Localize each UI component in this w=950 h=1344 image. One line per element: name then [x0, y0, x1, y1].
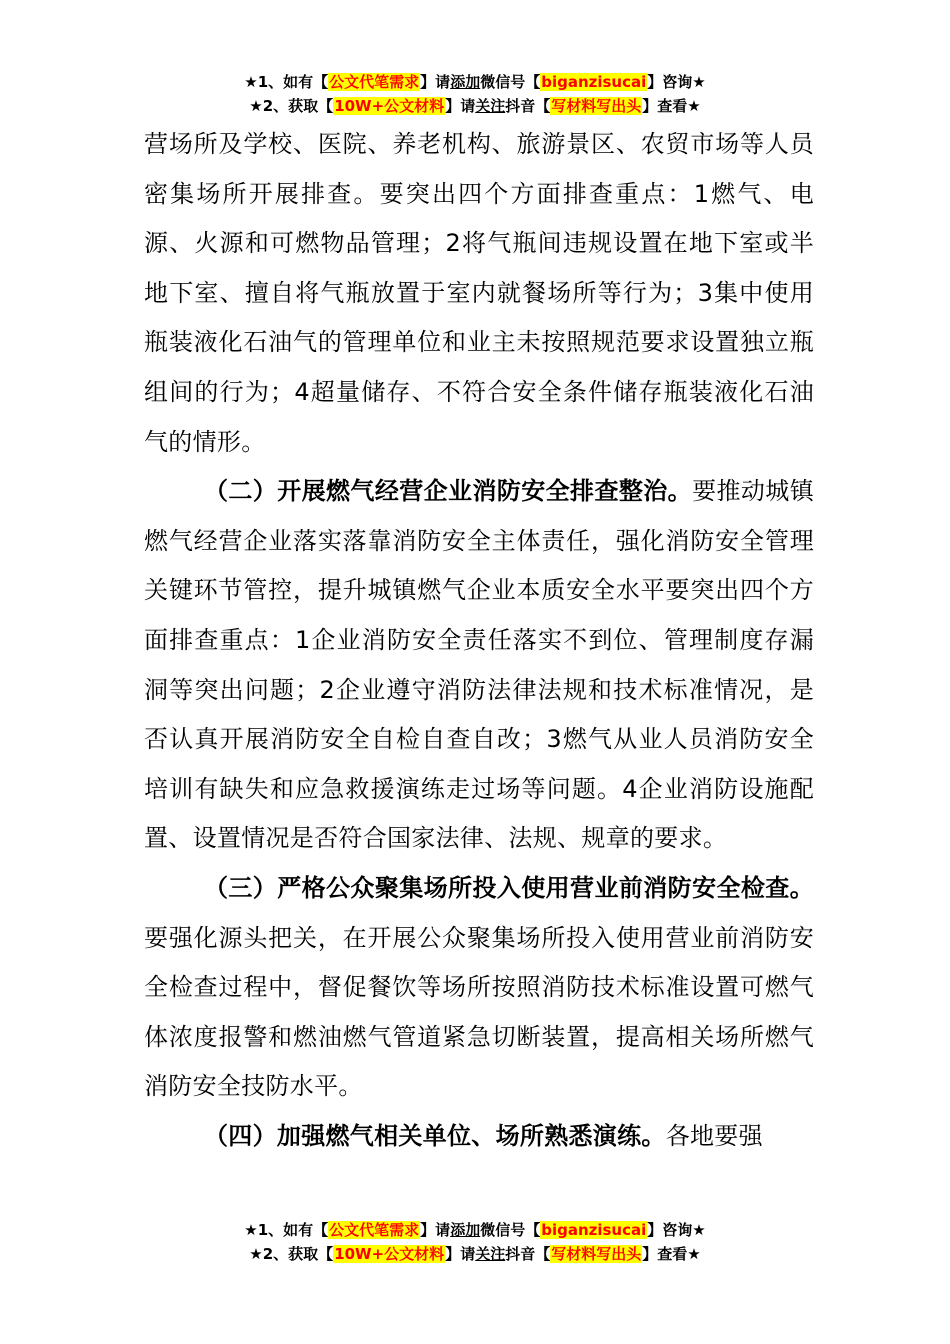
- banner-line-1: [0, 70, 950, 94]
- banner-text: 】咨询★: [647, 73, 706, 91]
- footer-banner: [0, 1218, 950, 1266]
- banner-text: ★2、获取【: [249, 1245, 334, 1263]
- banner-text: 】请: [445, 1245, 476, 1263]
- banner-line-2: [0, 94, 950, 118]
- banner-line-1: [0, 1218, 950, 1242]
- banner-highlight: 公文代笔需求: [329, 1221, 420, 1239]
- paragraph-continuation: 营场所及学校、医院、养老机构、旅游景区、农贸市场等人员密集场所开展排查。要突出四个方面排查重点：1燃气、电源、火源和可燃物品管理；2将气瓶间违规设置在地下室或半地下室、擅自将气瓶放置于室内就餐场所等行为；3集中使用瓶装液化石油气的管理单位和业主未按照规范要求设置独立瓶组间的行为；4超量储存、不符合安全条件储存瓶装液化石油气的情形。: [144, 130, 814, 456]
- banner-text: 】查看★: [642, 97, 701, 115]
- banner-text: 抖音【: [505, 1245, 551, 1263]
- header-banner: [0, 70, 950, 118]
- banner-highlight: 10W+公文材料: [334, 1245, 445, 1263]
- banner-text: ★1、如有【: [244, 73, 329, 91]
- banner-highlight: 10W+公文材料: [334, 97, 445, 115]
- banner-highlight: 写材料写出头: [551, 1245, 642, 1263]
- banner-underline: 关注: [475, 1245, 506, 1263]
- banner-highlight: biganzisucai: [541, 1221, 647, 1239]
- banner-text: ★1、如有【: [244, 1221, 329, 1239]
- banner-underline: 添加: [450, 1221, 481, 1239]
- banner-text: 】查看★: [642, 1245, 701, 1263]
- banner-highlight: biganzisucai: [541, 73, 647, 91]
- banner-text: 】请: [445, 97, 476, 115]
- banner-line-2: [0, 1242, 950, 1266]
- banner-text: 】咨询★: [647, 1221, 706, 1239]
- paragraph-section-2: （二）开展燃气经营企业消防安全排查整治。要推动城镇燃气经营企业落实落靠消防安全主体责任，强化消防安全管理关键环节管控，提升城镇燃气企业本质安全水平要突出四个方面排查重点：1企业消防安全责任落实不到位、管理制度存漏洞等突出问题；2企业遵守消防法律法规和技术标准情况，是否认真开展消防安全自检自查自改；3燃气从业人员消防安全培训有缺失和应急救援演练走过场等问题。4企业消防设施配置、设置情况是否符合国家法律、法规、规章的要求。: [144, 477, 815, 853]
- banner-text: 】请: [420, 73, 451, 91]
- section-heading: （三）严格公众聚集场所投入使用营业前消防安全检查。: [204, 873, 814, 902]
- section-heading: （二）开展燃气经营企业消防安全排查整治。: [204, 477, 693, 506]
- banner-text: 】请: [420, 1221, 451, 1239]
- banner-highlight: 写材料写出头: [551, 97, 642, 115]
- banner-text: 抖音【: [505, 97, 551, 115]
- section-heading: （四）加强燃气相关单位、场所熟悉演练。: [204, 1121, 666, 1150]
- banner-underline: 关注: [475, 97, 506, 115]
- banner-text: 微信号【: [480, 73, 541, 91]
- banner-text: 微信号【: [480, 1221, 541, 1239]
- banner-text: ★2、获取【: [249, 97, 334, 115]
- paragraph-section-4: （四）加强燃气相关单位、场所熟悉演练。各地要强: [204, 1121, 763, 1150]
- document-body: [144, 120, 814, 1161]
- banner-highlight: 公文代笔需求: [329, 73, 420, 91]
- paragraph-section-3: （三）严格公众聚集场所投入使用营业前消防安全检查。要强化源头把关，在开展公众聚集场所投入使用营业前消防安全检查过程中，督促餐饮等场所按照消防技术标准设置可燃气体浓度报警和燃油燃气管道紧急切断装置，提高相关场所燃气消防安全技防水平。: [144, 873, 814, 1101]
- banner-underline: 添加: [450, 73, 481, 91]
